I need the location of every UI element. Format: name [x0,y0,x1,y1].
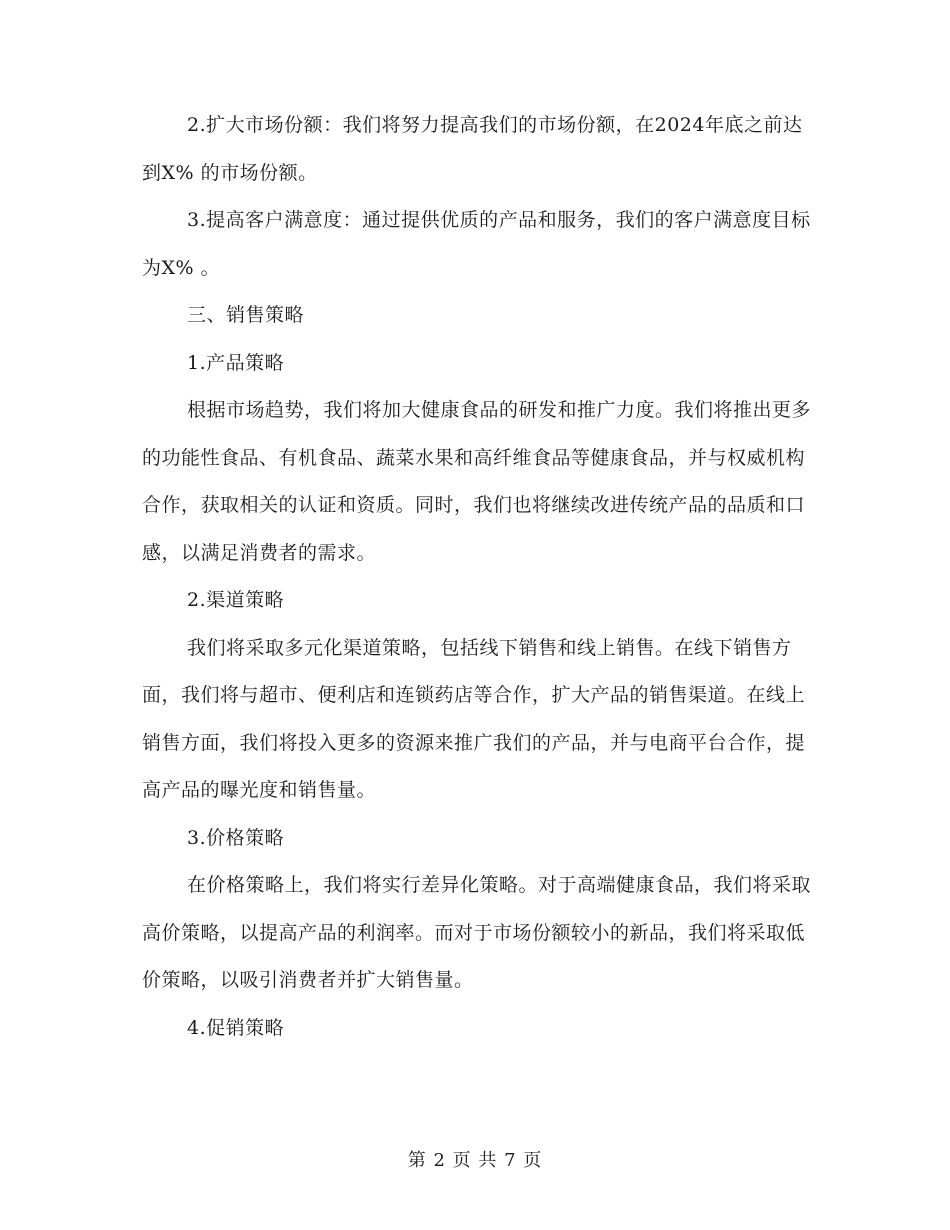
paragraph-channel-strategy: 我们将采取多元化渠道策略，包括线下销售和线上销售。在线下销售方面，我们将与超市、便利店和连锁药店等合作，扩大产品的销售渠道。在线上销售方面，我们将投入更多的资源来推广我们的产品，并与电商平台合作，提高产品的曝光度和销售量。 [142,636,806,801]
subheading-price-strategy: 3.价格策略 [187,826,285,849]
document-body [142,102,812,1052]
section-heading-sales-strategy: 三、销售策略 [187,304,305,326]
subheading-channel-strategy: 2.渠道策略 [187,589,285,611]
page-number-footer: 第 2 页 共 7 页 [407,1150,543,1171]
paragraph-price-strategy: 在价格策略上，我们将实行差异化策略。对于高端健康食品，我们将采取高价策略，以提高产品的利润率。而对于市场份额较小的新品，我们将采取低价策略，以吸引消费者并扩大销售量。 [142,874,812,991]
subheading-promotion-strategy: 4.促销策略 [187,1016,285,1039]
paragraph-market-share: 2.扩大市场份额：我们将努力提高我们的市场份额，在2024年底之前达到X% 的市场份额。 [142,114,803,184]
paragraph-customer-satisfaction: 3.提高客户满意度：通过提供优质的产品和服务，我们的客户满意度目标为X% 。 [142,209,811,279]
paragraph-product-strategy: 根据市场趋势，我们将加大健康食品的研发和推广力度。我们将推出更多的功能性食品、有机食品、蔬菜水果和高纤维食品等健康食品，并与权威机构合作，获取相关的认证和资质。同时，我们也将继续改进传统产品的品质和口感，以满足消费者的需求。 [142,399,812,564]
subheading-product-strategy: 1.产品策略 [187,351,285,374]
